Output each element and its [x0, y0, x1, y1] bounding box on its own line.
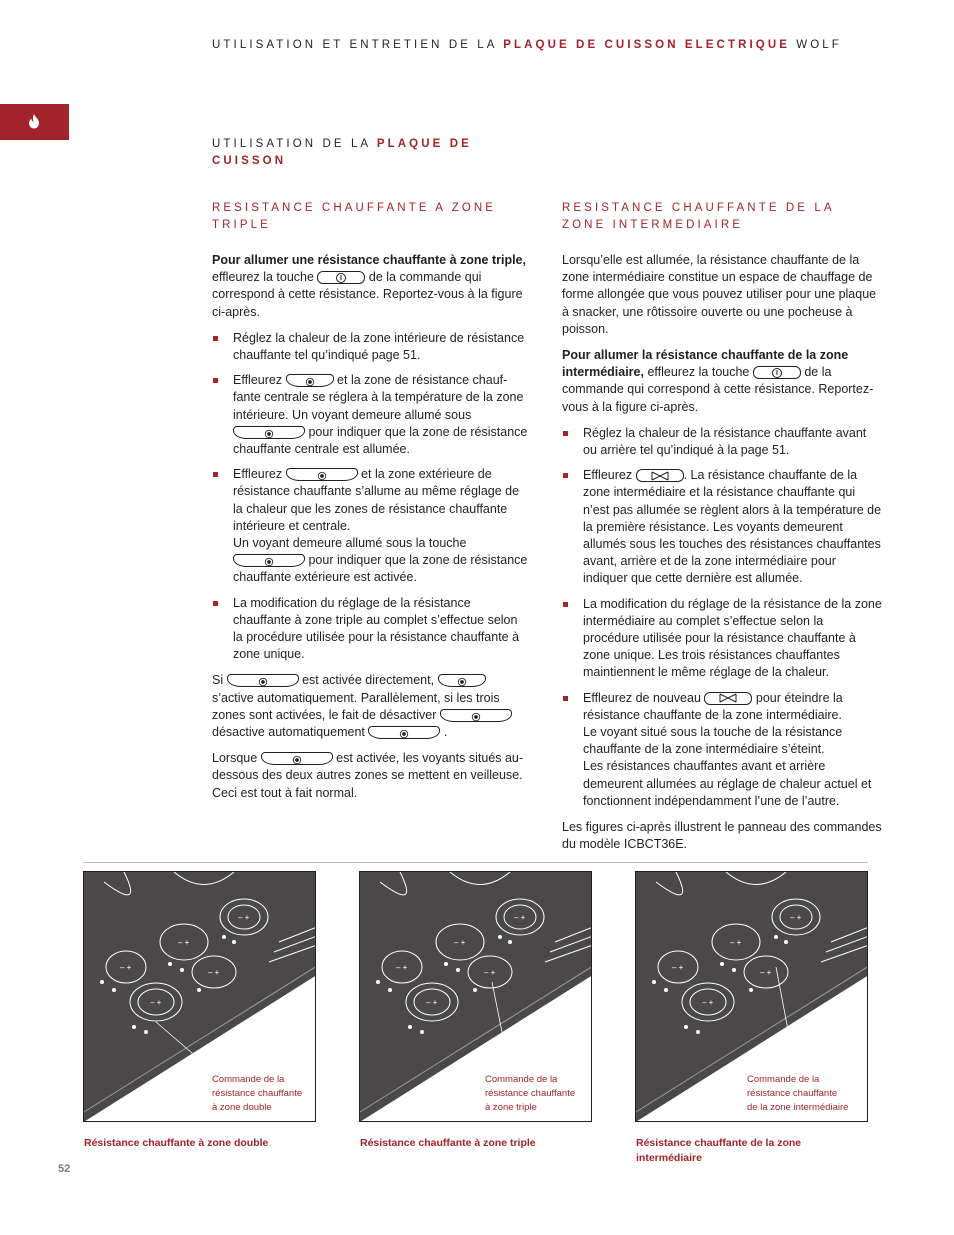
left-p3-text-a: Lorsque	[212, 751, 261, 766]
right-heading: RESISTANCE CHAUFFANTE DE LA ZONE INTERMEDIAIRE	[562, 202, 834, 231]
right-b2-text-a: Effleurez	[583, 468, 636, 483]
left-p2-text-a: Si	[212, 673, 227, 688]
header-suffix: WOLF	[790, 39, 842, 51]
callout-line: résistance chauffante	[212, 1088, 303, 1099]
header-highlight: PLAQUE DE CUISSON ELECTRIQUE	[503, 39, 791, 51]
right-p2-text-a: effleurez la touche	[643, 365, 753, 380]
middle-zone-key-icon	[438, 674, 486, 687]
figure-3-callout	[747, 1073, 848, 1115]
left-bullet-4: La modification du réglage de la résistance chauffante à zone triple au complet s’effectue selon la procédure utilisée pour la résistance chauffante à zone unique.	[212, 595, 530, 664]
right-bullet-list	[562, 425, 882, 810]
figure-3-caption: Résistance chauffante de la zone intermédiaire	[636, 1137, 802, 1164]
right-b4-text-a: Effleurez de nouveau	[583, 690, 705, 705]
left-paragraph-3	[212, 750, 530, 802]
page-number: 52	[58, 1163, 71, 1175]
divider	[83, 862, 868, 863]
left-b3-text-d: pour indiquer que la zone de résistance chauffante extérieure est activée.	[233, 553, 528, 585]
figure-1-caption: Résistance chauffante à zone double	[84, 1137, 269, 1149]
page-header	[212, 39, 842, 51]
right-b4-text-d: Les résistances chauffantes avant et arrière demeurent allumées au réglage de chaleur actuel et fonctionnent indépendamment l’une de l’autre.	[583, 759, 872, 808]
left-intro-text-b: de la commande qui correspond à cette résistance. Reportez-vous à la figure ci-après.	[212, 270, 523, 319]
outer-zone-key-icon	[368, 726, 440, 739]
middle-zone-key-icon	[440, 709, 512, 722]
callout-line: Commande de la	[747, 1074, 820, 1085]
left-b3-text-a: Effleurez	[233, 467, 286, 482]
left-b2-text-a: Effleurez	[233, 373, 286, 388]
left-bullet-list	[212, 330, 530, 664]
outer-zone-key-icon	[286, 468, 358, 481]
power-key-icon	[317, 271, 365, 284]
figure-bridge-zone	[635, 871, 868, 1122]
left-b2-text-c: pour indiquer que la zone de résistance chauffante centrale est allumée.	[233, 424, 528, 457]
bridge-key-icon	[704, 692, 752, 705]
right-bullet-4	[562, 690, 882, 810]
callout-line: Commande de la	[212, 1074, 285, 1085]
section-title-prefix: UTILISATION DE LA	[212, 138, 377, 150]
left-paragraph-2	[212, 672, 530, 741]
right-bullet-2	[562, 467, 882, 587]
right-paragraph-1: Lorsqu’elle est allumée, la résistance chauffante de la zone intermédiaire constitue un espace de chauffage de forme allongée que vous pouvez utiliser pour une plaque à snacker, une rôtissoire ouverte ou une pocheuse à poisson.	[562, 253, 877, 336]
callout-line: résistance chauffante	[747, 1088, 838, 1099]
callout-line: résistance chauffante	[485, 1088, 576, 1099]
left-intro-bold: Pour allumer une résistance chauffante à zone triple,	[212, 253, 526, 267]
callout-line: Commande de la	[485, 1074, 558, 1085]
left-p2-text-c: s’active automatiquement. Parallèlement, si les trois zones sont activées, le fait de désactiver	[212, 690, 500, 722]
outer-zone-key-icon	[233, 554, 305, 567]
left-p2-text-e: .	[440, 725, 448, 740]
middle-zone-key-icon	[233, 426, 305, 439]
right-paragraph-3: Les figures ci-après illustrent le panneau des commandes du modèle ICBCT36E.	[562, 820, 882, 852]
left-b3-text-c: Un voyant demeure allumé sous la touche	[233, 536, 467, 551]
figure-2-callout	[485, 1073, 575, 1115]
bridge-key-icon	[636, 469, 684, 482]
right-p2-text-b: de la commande qui correspond à cette résistance. Reportez-vous à la figure ci-après.	[562, 365, 874, 414]
middle-zone-key-icon	[286, 374, 334, 387]
outer-zone-key-icon	[227, 674, 299, 687]
right-b2-text-b: . La résistance chauffante de la zone intermédiaire et la résistance chauffante qui n’est pas allumée se règlent alors à la température de la première résistance. Les voyants demeurent allumés sous les touches des résistances chauffantes avant, arrière et de la zone intermédiaire pour indiquer que cette dernière est allumée.	[583, 468, 882, 586]
figure-2-caption: Résistance chauffante à zone triple	[360, 1137, 536, 1149]
right-b4-text-b: pour éteindre la résistance chauffante de la zone intermédiaire.	[583, 690, 843, 722]
right-b4-text-c: Le voyant situé sous la touche de la résistance chauffante de la zone intermédiaire s’éteint.	[583, 725, 843, 757]
callout-line: à zone triple	[485, 1102, 537, 1113]
section-tab	[0, 104, 69, 140]
outer-zone-key-icon	[261, 752, 333, 765]
left-bullet-1: Réglez la chaleur de la zone intérieure de résistance chauffante tel qu’indiqué page 51.	[212, 330, 530, 364]
figure-1-callout	[212, 1073, 302, 1115]
right-paragraph-2	[562, 347, 882, 416]
callout-line: de la zone intermédiaire	[747, 1102, 849, 1113]
left-b3-text-b: et la zone extérieure de résistance chauffante s’allume au même réglage de la chaleur que les zones de résistance chauffante intérieure et centrale.	[233, 467, 520, 533]
power-key-icon	[753, 366, 801, 379]
section-title	[212, 136, 492, 170]
callout-line: à zone double	[212, 1102, 272, 1113]
header-prefix: UTILISATION ET ENTRETIEN DE LA	[212, 39, 504, 51]
right-p2-bold: Pour allumer la résistance chauffante de la zone intermédiaire,	[562, 348, 849, 380]
left-bullet-3	[212, 466, 530, 586]
left-p2-text-d: désactive automatiquement	[212, 725, 369, 740]
left-column	[212, 200, 530, 811]
left-bullet-2	[212, 372, 530, 458]
right-column	[562, 200, 882, 863]
section-title-highlight: PLAQUE DE CUISSON	[212, 138, 472, 167]
right-bullet-1: Réglez la chaleur de la résistance chauffante avant ou arrière tel qu’indiqué à la page 51.	[562, 425, 882, 459]
flame-icon	[28, 113, 40, 129]
left-p2-text-b: est activée directement,	[298, 673, 438, 688]
left-b2-text-b: et la zone de résistance chauffante centrale se réglera à la température de la zone intérieure. Un voyant demeure allumé sous	[233, 373, 524, 422]
left-heading: RESISTANCE CHAUFFANTE A ZONE TRIPLE	[212, 202, 497, 231]
left-intro-text-a: effleurez la touche	[212, 270, 318, 285]
figure-triple-zone	[359, 871, 592, 1122]
right-bullet-3: La modification du réglage de la résistance de la zone intermédiaire au complet s’effectue selon la procédure utilisée pour la résistance chauffante à zone unique. Les trois résistances chauffantes maintiennent le même réglage de la chaleur.	[562, 596, 882, 682]
figure-dual-zone	[83, 871, 316, 1122]
left-p3-text-b: est activée, les voyants situés au-dessous des deux autres zones se mettent en veilleuse. Ceci est tout à fait normal.	[212, 751, 524, 800]
left-intro	[212, 252, 530, 321]
